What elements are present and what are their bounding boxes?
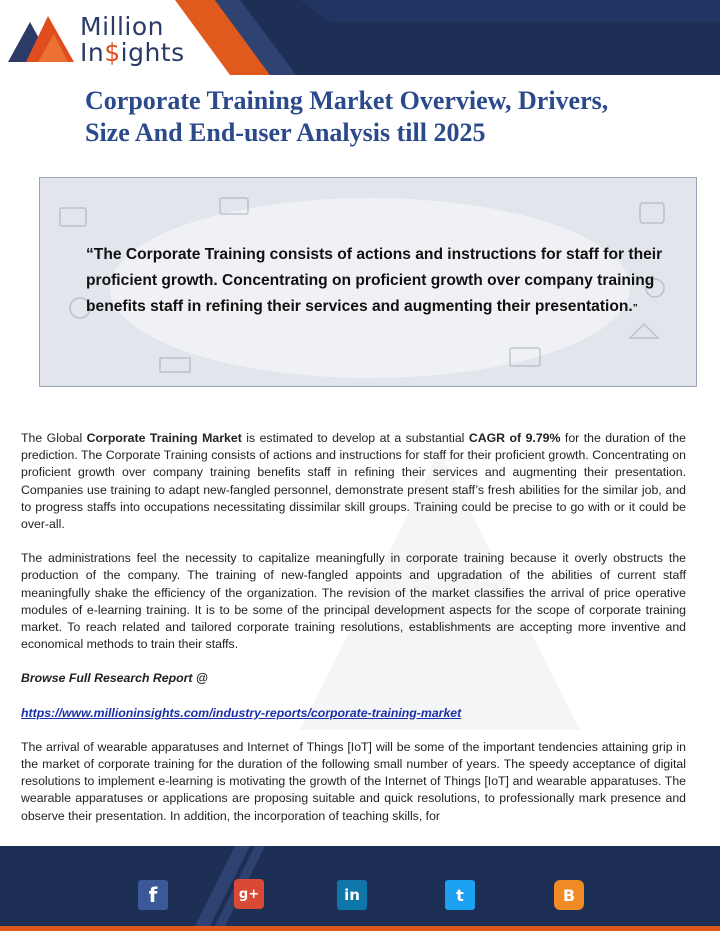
paragraph-1 bbox=[21, 430, 686, 533]
p1-text-c: for the duration of the prediction. The Corporate Training consists of actions and instructions for staff for their proficient growth. Concentrating on proficient growth over company training benefits staff in refining their services and augmenting their presentation. Companies use training to adapt new-fangled personnel, demonstrate present staff’s fresh abilities for the similar job, and to progress staffs into occupations necessitating dissimilar skill groups. Training could be precise to go with or it could be over-all. bbox=[21, 431, 686, 532]
article-body bbox=[21, 430, 686, 842]
report-link-paragraph bbox=[21, 705, 686, 722]
company-logo[interactable] bbox=[8, 12, 183, 67]
paragraph-2: The administrations feel the necessity to capitalize meaningfully in corporate training because it overly obstructs the production of the company. The training of new-fangled appoints and upgradation of the abilities of current staff meaningfully shake the efficiency of the organization. The revision of the market classifies the arrival of price operative modules of e-learning training. It is to be some of the principal development aspects for the scope of corporate training market. To reach related and tailored corporate training resolutions, establishments are accepting more inventive and economical methods to train their staffs. bbox=[21, 551, 686, 652]
title-line-2: Size And End-user Analysis till 2025 bbox=[85, 118, 486, 147]
title-line-1: Corporate Training Market Overview, Drivers, bbox=[85, 86, 609, 115]
page-footer bbox=[0, 846, 720, 931]
twitter-icon[interactable]: t bbox=[445, 880, 475, 910]
browse-report-label: Browse Full Research Report @ bbox=[21, 671, 208, 686]
quote-body: “The Corporate Training consists of actions and instructions for staff for their proficient growth. Concentrating on proficient growth over company training benefits staff in refining their services and augmenting their presentation. bbox=[86, 246, 663, 315]
logo-dollar: $ bbox=[104, 38, 121, 67]
logo-line-1: Million bbox=[80, 12, 164, 41]
logo-wordmark bbox=[80, 14, 185, 65]
facebook-icon[interactable]: f bbox=[138, 880, 168, 910]
footer-accent-bar bbox=[0, 926, 720, 931]
p1-bold-cagr: CAGR of 9.79% bbox=[468, 431, 561, 445]
page-header bbox=[0, 0, 720, 75]
p1-text-b: is estimated to develop at a substantial bbox=[241, 431, 469, 445]
logo-line-2-post: ights bbox=[120, 38, 185, 67]
quote-text bbox=[86, 242, 690, 322]
report-link[interactable]: https://www.millioninsights.com/industry-reports/corporate-training-market bbox=[21, 705, 462, 720]
p1-bold-market: Corporate Training Market bbox=[86, 431, 242, 445]
google-plus-icon[interactable]: g+ bbox=[234, 879, 264, 909]
linkedin-icon[interactable]: in bbox=[337, 880, 367, 910]
quote-close-mark: ” bbox=[632, 303, 638, 314]
p1-text-a: The Global bbox=[21, 431, 87, 445]
logo-line-2-pre: In bbox=[80, 38, 105, 67]
logo-mountain-icon bbox=[8, 16, 74, 62]
paragraph-3: The arrival of wearable apparatuses and Internet of Things [IoT] will be some of the important tendencies attaining grip in the market of corporate training for the duration of the following small number of years. The speedy acceptance of digital resolutions to implement e-learning is motivating the growth of the Internet of Things [IoT] and wearable apparatuses. The wearable apparatuses or applications are proposing suitable and quick resolutions, to professionally mark presence and observe their presentation. In addition, the incorporation of teaching skills, for bbox=[21, 739, 686, 823]
quote-box bbox=[39, 177, 697, 387]
logo-line-2 bbox=[80, 40, 185, 65]
page-title bbox=[85, 85, 685, 149]
blogger-icon[interactable]: B bbox=[554, 880, 584, 910]
